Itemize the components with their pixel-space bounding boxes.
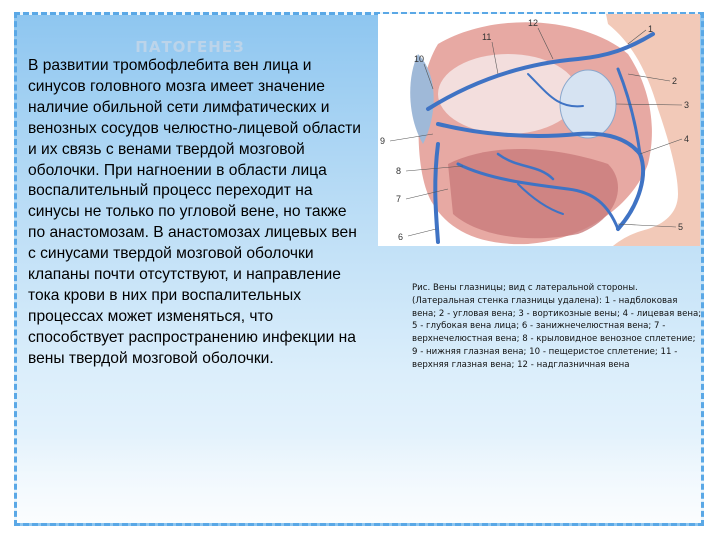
body-paragraph: В развитии тромбофлебита вен лица и синусов головного мозга имеет значение наличие обильной сети лимфатических и венозных сосудов челюстно-лицевой области и их связь с венами твердой мозговой оболочки. При нагноении в области лица воспалительный процесс переходит на синусы не только по угловой вене, но также по анастомозам. В анастомозах лицевых вен с синусами твердой мозговой оболочки клапаны почти отсутствуют, и направление тока крови в них при воспалительных процессах может изменяться, что способствует распространению инфекции на вены твердой мозговой оболочки.	[28, 57, 361, 367]
anatomy-figure	[378, 14, 700, 246]
label-8: 8	[396, 166, 402, 176]
label-6: 6	[398, 232, 404, 242]
label-3: 3	[684, 100, 690, 110]
slide-title: ПАТОГЕНЕЗ	[135, 38, 245, 56]
eyeball-region	[438, 54, 578, 134]
label-7: 7	[396, 194, 402, 204]
label-9: 9	[380, 136, 386, 146]
orbit-veins-illustration	[378, 14, 700, 246]
label-2: 2	[672, 76, 678, 86]
label-12: 12	[528, 18, 539, 28]
label-4: 4	[684, 134, 690, 144]
maxilla-tissue	[448, 149, 618, 238]
label-1: 1	[648, 24, 654, 34]
label-11: 11	[482, 32, 492, 42]
label-10: 10	[414, 54, 425, 64]
eyeball	[560, 70, 616, 138]
figure-caption: Рис. Вены глазницы; вид с латеральной стороны. (Латеральная стенка глазницы удалена): 1 - надблоковая вена; 2 - угловая вена; 3 - вортикозные вены; 4 - лицевая вена; 5 - глубокая вена лица; 6 - занижнечелюстная вена; 7 - верхнечелюстная вена; 8 - крыловидное венозное сплетение; 9 - нижняя глазная вена; 10 - пещеристое сплетение; 11 - верхняя глазная вена; 12 - надглазничная вена	[412, 283, 702, 370]
label-5: 5	[678, 222, 684, 232]
